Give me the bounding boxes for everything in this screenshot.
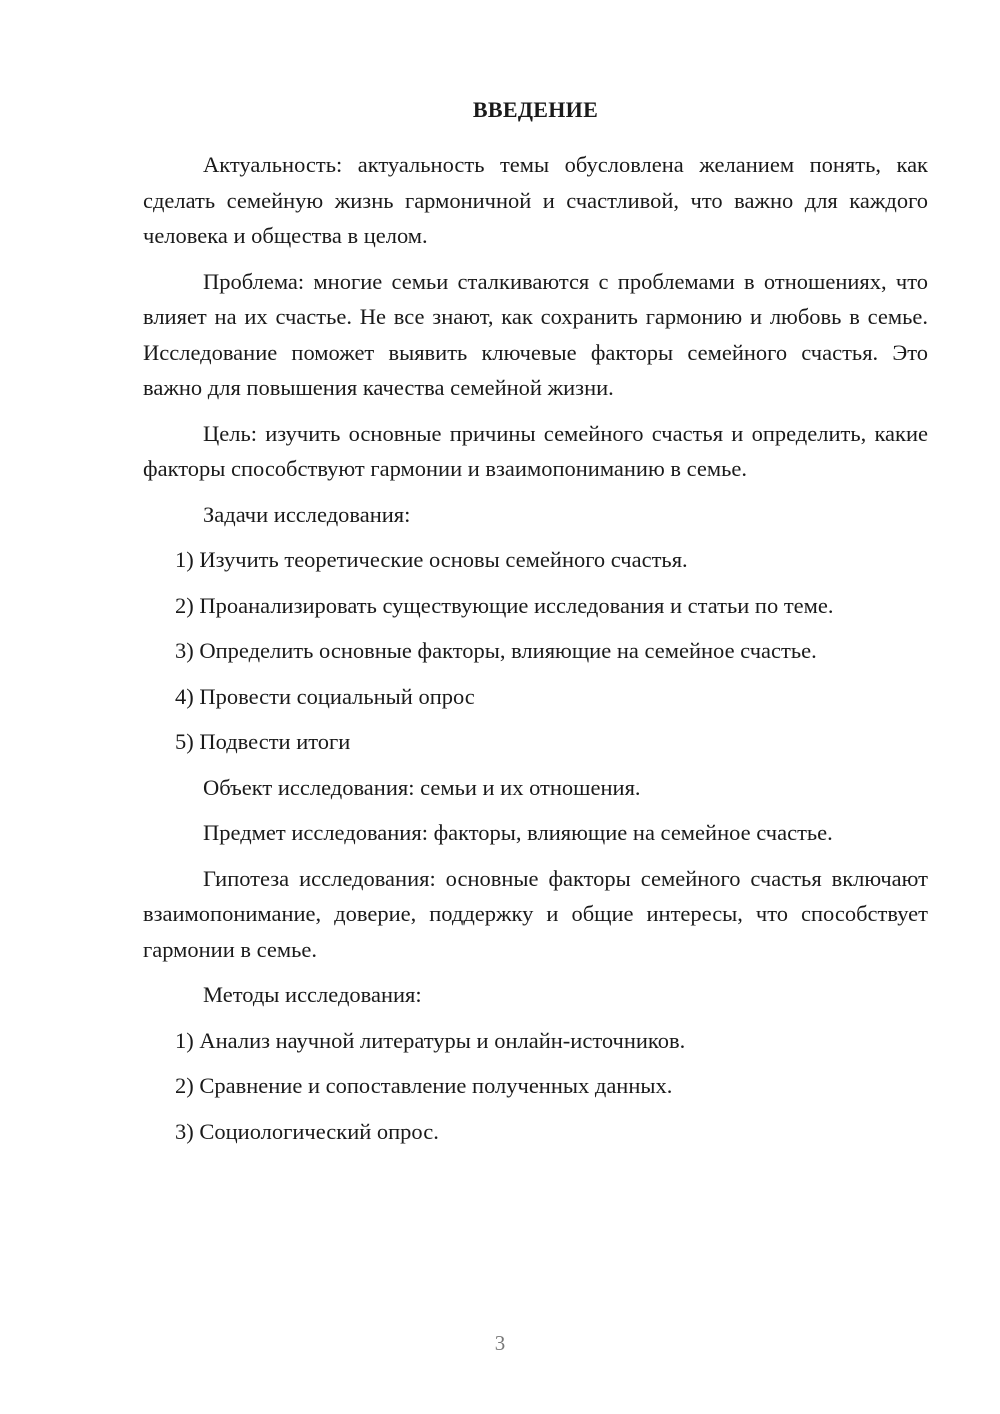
subject-paragraph: Предмет исследования: факторы, влияющие на семейное счастье. [203, 820, 833, 845]
list-item: 2) Сравнение и сопоставление полученных данных. [175, 1073, 673, 1098]
list-item: 3) Определить основные факторы, влияющие на семейное счастье. [175, 638, 817, 663]
tasks-heading: Задачи исследования: [203, 501, 411, 527]
methods-list [143, 1023, 928, 1150]
object-paragraph: Объект исследования: семьи и их отношения. [203, 774, 641, 800]
list-item: 4) Провести социальный опрос [175, 683, 475, 709]
problem-paragraph: Проблема: многие семьи сталкиваются с проблемами в отношениях, что влияет на их счастье. Не все знают, как сохранить гармонию и любовь в семье. Исследование поможет выявить ключевые факторы семейного счастья. Это важно для повышения качества семейной жизни. [143, 268, 928, 400]
document-page [143, 92, 928, 1159]
list-item: 2) Проанализировать существующие исследования и статьи по теме. [175, 592, 834, 618]
document-title: ВВЕДЕНИЕ [472, 97, 599, 122]
list-item: 5) Подвести итоги [175, 729, 351, 754]
tasks-list [143, 542, 928, 760]
list-item: 3) Социологический опрос. [175, 1118, 439, 1144]
methods-heading: Методы исследования: [203, 982, 422, 1007]
list-item: 1) Изучить теоретические основы семейного счастья. [175, 547, 688, 572]
list-item: 1) Анализ научной литературы и онлайн-источников. [175, 1027, 686, 1053]
hypothesis-paragraph: Гипотеза исследования: основные факторы семейного счастья включают взаимопонимание, доверие, поддержку и общие интересы, что способствует гармонии в семье. [143, 865, 928, 962]
relevance-paragraph: Актуальность: актуальность темы обусловлена желанием понять, как сделать семейную жизнь гармоничной и счастливой, что важно для каждого человека и общества в целом. [143, 152, 928, 248]
page-number: 3 [494, 1331, 506, 1355]
goal-paragraph: Цель: изучить основные причины семейного счастья и определить, какие факторы способствуют гармонии и взаимопониманию в семье. [143, 420, 928, 481]
